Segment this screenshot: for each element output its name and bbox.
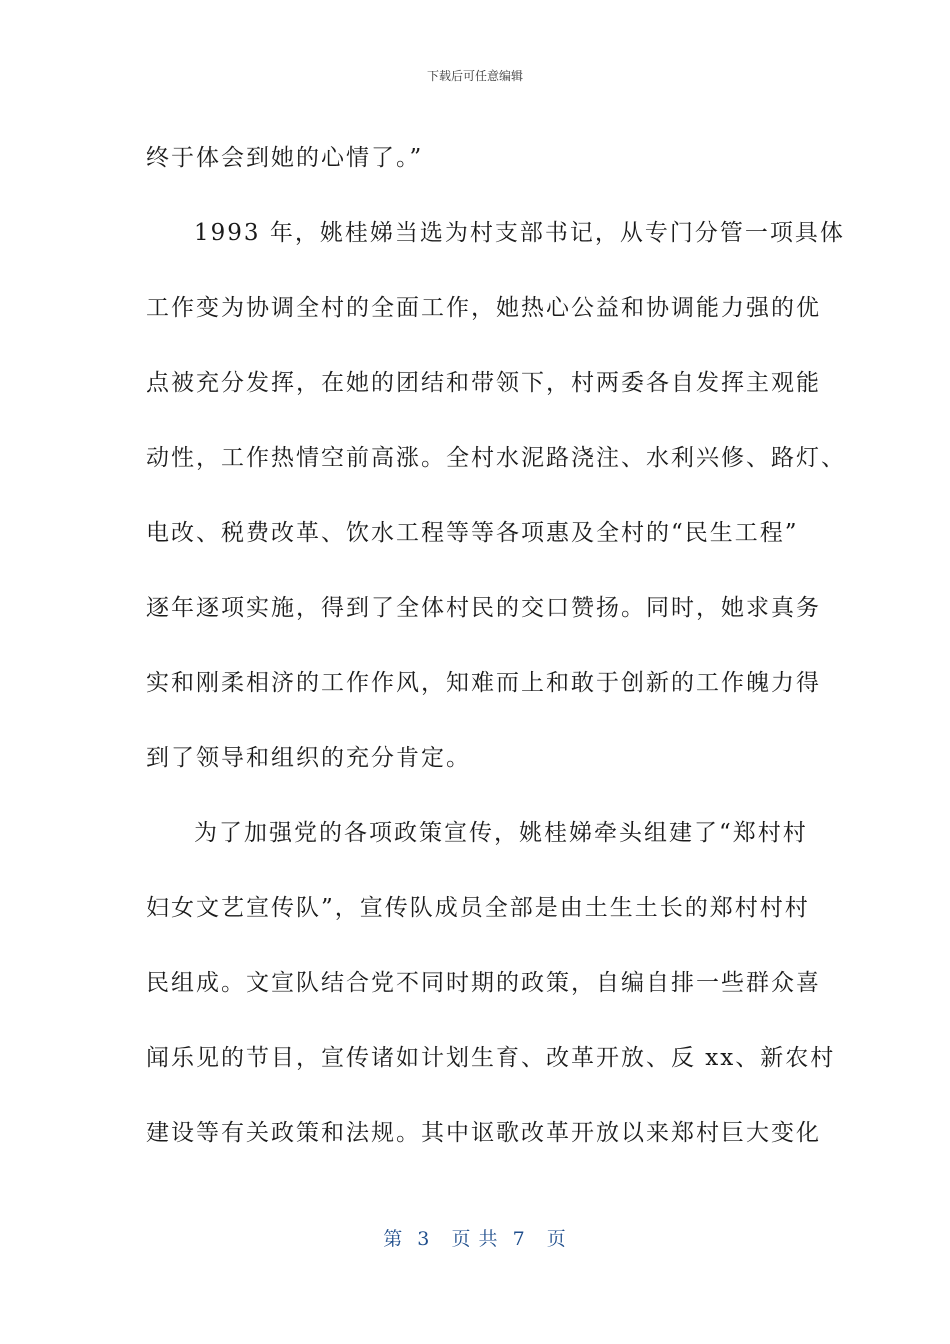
- paragraph-line: 妇女文艺宣传队”，宣传队成员全部是由土生土长的郑村村村: [146, 895, 810, 921]
- paragraph-line: 工作变为协调全村的全面工作，她热心公益和协调能力强的优: [146, 295, 821, 321]
- paragraph-line: 到了领导和组织的充分肯定。: [146, 745, 471, 771]
- paragraph-line: 动性，工作热情空前高涨。全村水泥路浇注、水利兴修、路灯、: [146, 445, 846, 471]
- document-body: [146, 121, 846, 1171]
- header-note: 下载后可任意编辑: [426, 69, 523, 83]
- page-footer: 第 3 页 共 7 页: [383, 1228, 567, 1250]
- paragraph-line: 终于体会到她的心情了。”: [146, 145, 424, 171]
- paragraph-line: 为了加强党的各项政策宣传，姚桂娣牵头组建了“郑村村: [194, 820, 808, 846]
- paragraph-line: 逐年逐项实施，得到了全体村民的交口赞扬。同时，她求真务: [146, 595, 821, 621]
- paragraph-line: 实和刚柔相济的工作作风，知难而上和敢于创新的工作魄力得: [146, 670, 821, 696]
- paragraph-line: 电改、税费改革、饮水工程等等各项惠及全村的“民生工程”: [146, 520, 799, 546]
- paragraph-line: 1993 年，姚桂娣当选为村支部书记，从专门分管一项具体: [194, 220, 845, 246]
- paragraph-line: 建设等有关政策和法规。其中讴歌改革开放以来郑村巨大变化: [146, 1120, 821, 1146]
- paragraph-line: 点被充分发挥，在她的团结和带领下，村两委各自发挥主观能: [146, 370, 821, 396]
- paragraph-line: 民组成。文宣队结合党不同时期的政策，自编自排一些群众喜: [146, 970, 821, 996]
- paragraph-line: 闻乐见的节目，宣传诸如计划生育、改革开放、反 xx、新农村: [146, 1045, 836, 1071]
